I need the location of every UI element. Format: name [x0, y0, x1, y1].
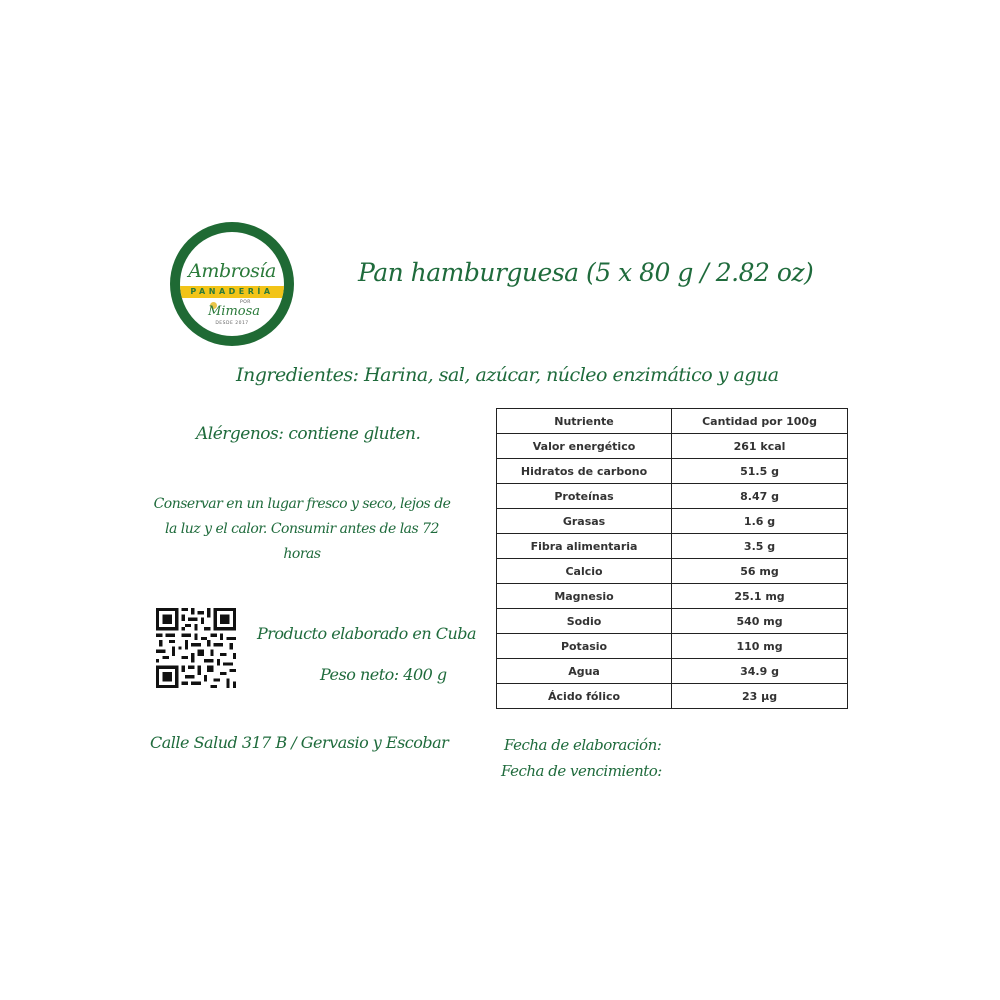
nutrient-value: 8.47 g: [672, 484, 848, 509]
nutrient-value: 540 mg: [672, 609, 848, 634]
logo-inner: [180, 232, 284, 336]
logo-sub-brand: Mimosa: [208, 304, 261, 319]
brand-logo: [170, 222, 294, 346]
table-row: [497, 434, 848, 459]
table-row: [497, 534, 848, 559]
header-amount: Cantidad por 100g: [672, 409, 848, 434]
nutrient-name: Calcio: [497, 559, 672, 584]
table-row: [497, 634, 848, 659]
nutrient-value: 56 mg: [672, 559, 848, 584]
nutrient-value: 23 µg: [672, 684, 848, 709]
header-nutrient: Nutriente: [497, 409, 672, 434]
allergens-text: Alérgenos: contiene gluten.: [196, 424, 421, 444]
nutrient-value: 261 kcal: [672, 434, 848, 459]
nutrient-name: Agua: [497, 659, 672, 684]
table-row: [497, 459, 848, 484]
table-row: [497, 584, 848, 609]
net-weight-text: Peso neto: 400 g: [320, 665, 447, 684]
qr-code-icon[interactable]: [156, 608, 236, 688]
nutrient-name: Grasas: [497, 509, 672, 534]
nutrient-value: 1.6 g: [672, 509, 848, 534]
nutrition-table: [496, 408, 848, 709]
nutrient-name: Magnesio: [497, 584, 672, 609]
nutrient-name: Hidratos de carbono: [497, 459, 672, 484]
nutrient-value: 3.5 g: [672, 534, 848, 559]
table-row: [497, 484, 848, 509]
table-row: [497, 509, 848, 534]
nutrient-name: Proteínas: [497, 484, 672, 509]
logo-brand-name: Ambrosía: [188, 260, 276, 282]
nutrient-name: Potasio: [497, 634, 672, 659]
ingredients-text: Ingredientes: Harina, sal, azúcar, núcleo enzimático y agua: [236, 364, 779, 386]
nutrient-name: Valor energético: [497, 434, 672, 459]
nutrient-value: 25.1 mg: [672, 584, 848, 609]
production-date-label: Fecha de elaboración:: [504, 736, 662, 754]
table-header-row: [497, 409, 848, 434]
table-row: [497, 609, 848, 634]
logo-band: PANADERÍA: [180, 286, 284, 298]
product-title: Pan hamburguesa (5 x 80 g / 2.82 oz): [358, 258, 814, 287]
table-row: [497, 659, 848, 684]
origin-text: Producto elaborado en Cuba: [257, 624, 477, 643]
nutrient-name: Ácido fólico: [497, 684, 672, 709]
nutrient-name: Fibra alimentaria: [497, 534, 672, 559]
nutrient-value: 110 mg: [672, 634, 848, 659]
logo-por: POR: [240, 300, 251, 305]
nutrient-name: Sodio: [497, 609, 672, 634]
address-text: Calle Salud 317 B / Gervasio y Escobar: [150, 733, 449, 752]
nutrient-value: 34.9 g: [672, 659, 848, 684]
nutrient-value: 51.5 g: [672, 459, 848, 484]
logo-since: DESDE 2017: [215, 321, 249, 326]
table-row: [497, 684, 848, 709]
storage-instructions: Conservar en un lugar fresco y seco, lejos de la luz y el calor. Consumir antes de las 72 horas: [153, 496, 451, 562]
table-row: [497, 559, 848, 584]
expiry-date-label: Fecha de vencimiento:: [501, 762, 662, 780]
